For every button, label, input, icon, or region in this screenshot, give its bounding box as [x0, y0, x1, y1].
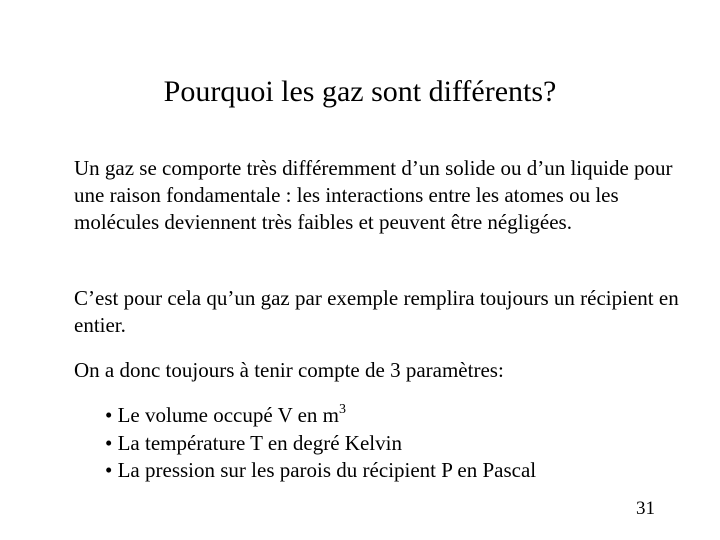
bullet-volume	[105, 402, 685, 430]
volume-exponent: 3	[339, 402, 347, 417]
slide-title: Pourquoi les gaz sont différents?	[163, 75, 557, 108]
parameter-list	[105, 402, 685, 485]
page-number: 31	[636, 498, 655, 519]
bullet-temperature: • La température T en degré Kelvin	[105, 430, 402, 455]
bullet-volume-text: • Le volume occupé V en m	[105, 403, 340, 427]
paragraph-gas-behavior: Un gaz se comporte très différemment d’un solide ou d’un liquide pour une raison fondamentale : les interactions entre les atomes ou les molécules deviennent très faibles et peuvent être négligées.	[74, 156, 673, 234]
paragraph-three-parameters: On a donc toujours à tenir compte de 3 paramètres:	[74, 358, 504, 382]
paragraph-container-filling: C’est pour cela qu’un gaz par exemple remplira toujours un récipient en entier.	[74, 286, 679, 337]
bullet-pressure: • La pression sur les parois du récipient P en Pascal	[105, 458, 537, 482]
